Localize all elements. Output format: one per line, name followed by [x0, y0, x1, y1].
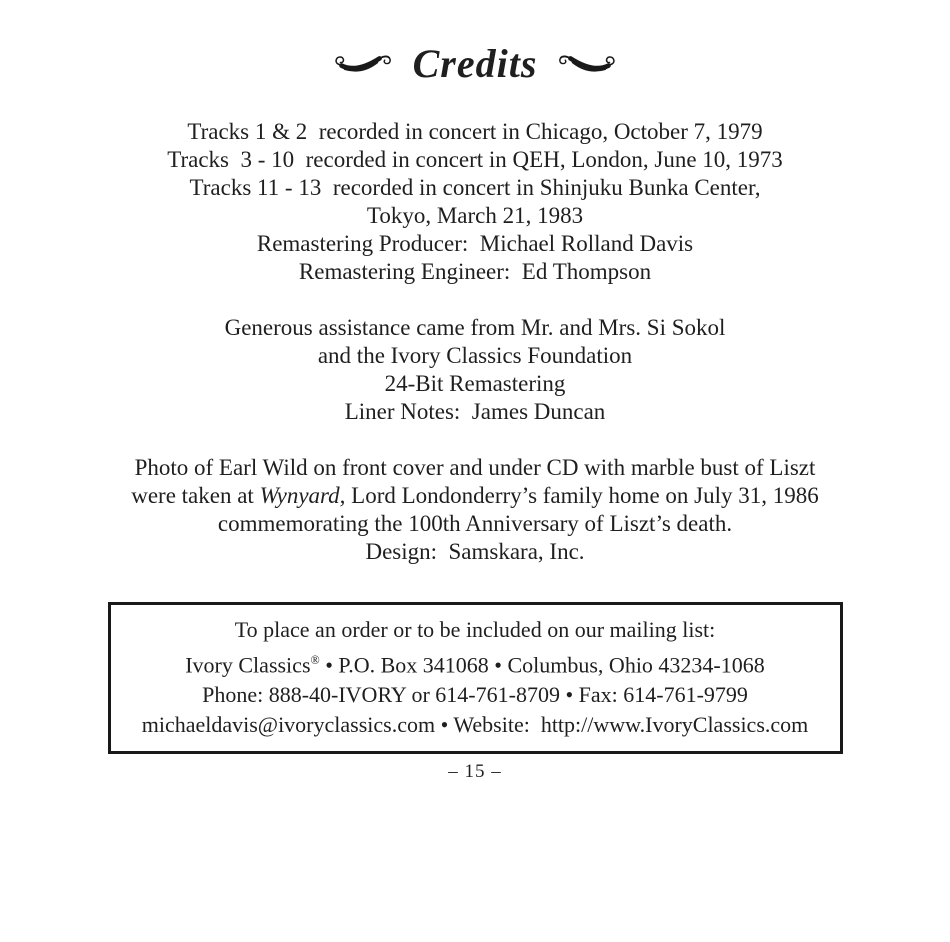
recording-line-1: Tracks 1 & 2 recorded in concert in Chicago, October 7, 1979: [187, 119, 763, 144]
contact-phone-fax: Phone: 888-40-IVORY or 614-761-8709 • Fax: 614-761-9799: [202, 682, 748, 708]
recording-line-4: Tokyo, March 21, 1983: [366, 203, 584, 228]
contact-org-name: Ivory Classics: [185, 652, 311, 678]
assistance-credit: [0, 314, 950, 370]
page-title-row: [0, 0, 950, 86]
contact-address: [111, 645, 840, 680]
remastering-tech-credit: 24-Bit Remastering: [384, 371, 566, 396]
remastering-engineer-credit: Remastering Engineer: Ed Thompson: [298, 259, 652, 284]
contact-intro: To place an order or to be included on our mailing list:: [234, 617, 716, 642]
contact-box: [108, 602, 843, 754]
photo-credit-line-3: commemorating the 100th Anniversary of Liszt’s death.: [217, 511, 733, 536]
assistance-line-2: and the Ivory Classics Foundation: [317, 343, 633, 368]
flourish-ornament-right-icon: [555, 50, 617, 78]
recording-info: [0, 118, 950, 230]
registered-trademark-symbol: ®: [310, 653, 320, 667]
design-credit: Design: Samskara, Inc.: [365, 539, 585, 564]
photo-credit-line-2-suffix: Lord Londonderry’s family home on July 31, 1986: [345, 483, 819, 508]
photo-credit-line-2: [0, 482, 950, 510]
photo-credit-line-1: Photo of Earl Wild on front cover and under CD with marble bust of Liszt: [134, 455, 816, 480]
page-number: – 15 –: [448, 761, 502, 783]
contact-address-rest: • P.O. Box 341068 • Columbus, Ohio 43234-1068: [319, 652, 765, 678]
liner-notes-credit: Liner Notes: James Duncan: [344, 399, 606, 424]
photo-credit-line-2-prefix: were taken at: [131, 483, 260, 508]
page-title: Credits: [412, 41, 538, 86]
flourish-ornament-left-icon: [333, 50, 395, 78]
contact-email-website: michaeldavis@ivoryclassics.com • Website: http://www.IvoryClassics.com: [141, 712, 809, 738]
remastering-producer-credit: Remastering Producer: Michael Rolland Davis: [256, 231, 694, 256]
assistance-line-1: Generous assistance came from Mr. and Mrs. Si Sokol: [224, 315, 726, 340]
photo-credit: [0, 454, 950, 538]
recording-line-2: Tracks 3 - 10 recorded in concert in QEH, London, June 10, 1973: [167, 147, 783, 172]
recording-line-3: Tracks 11 - 13 recorded in concert in Shinjuku Bunka Center,: [189, 175, 761, 200]
photo-credit-location-name: Wynyard,: [259, 483, 346, 508]
